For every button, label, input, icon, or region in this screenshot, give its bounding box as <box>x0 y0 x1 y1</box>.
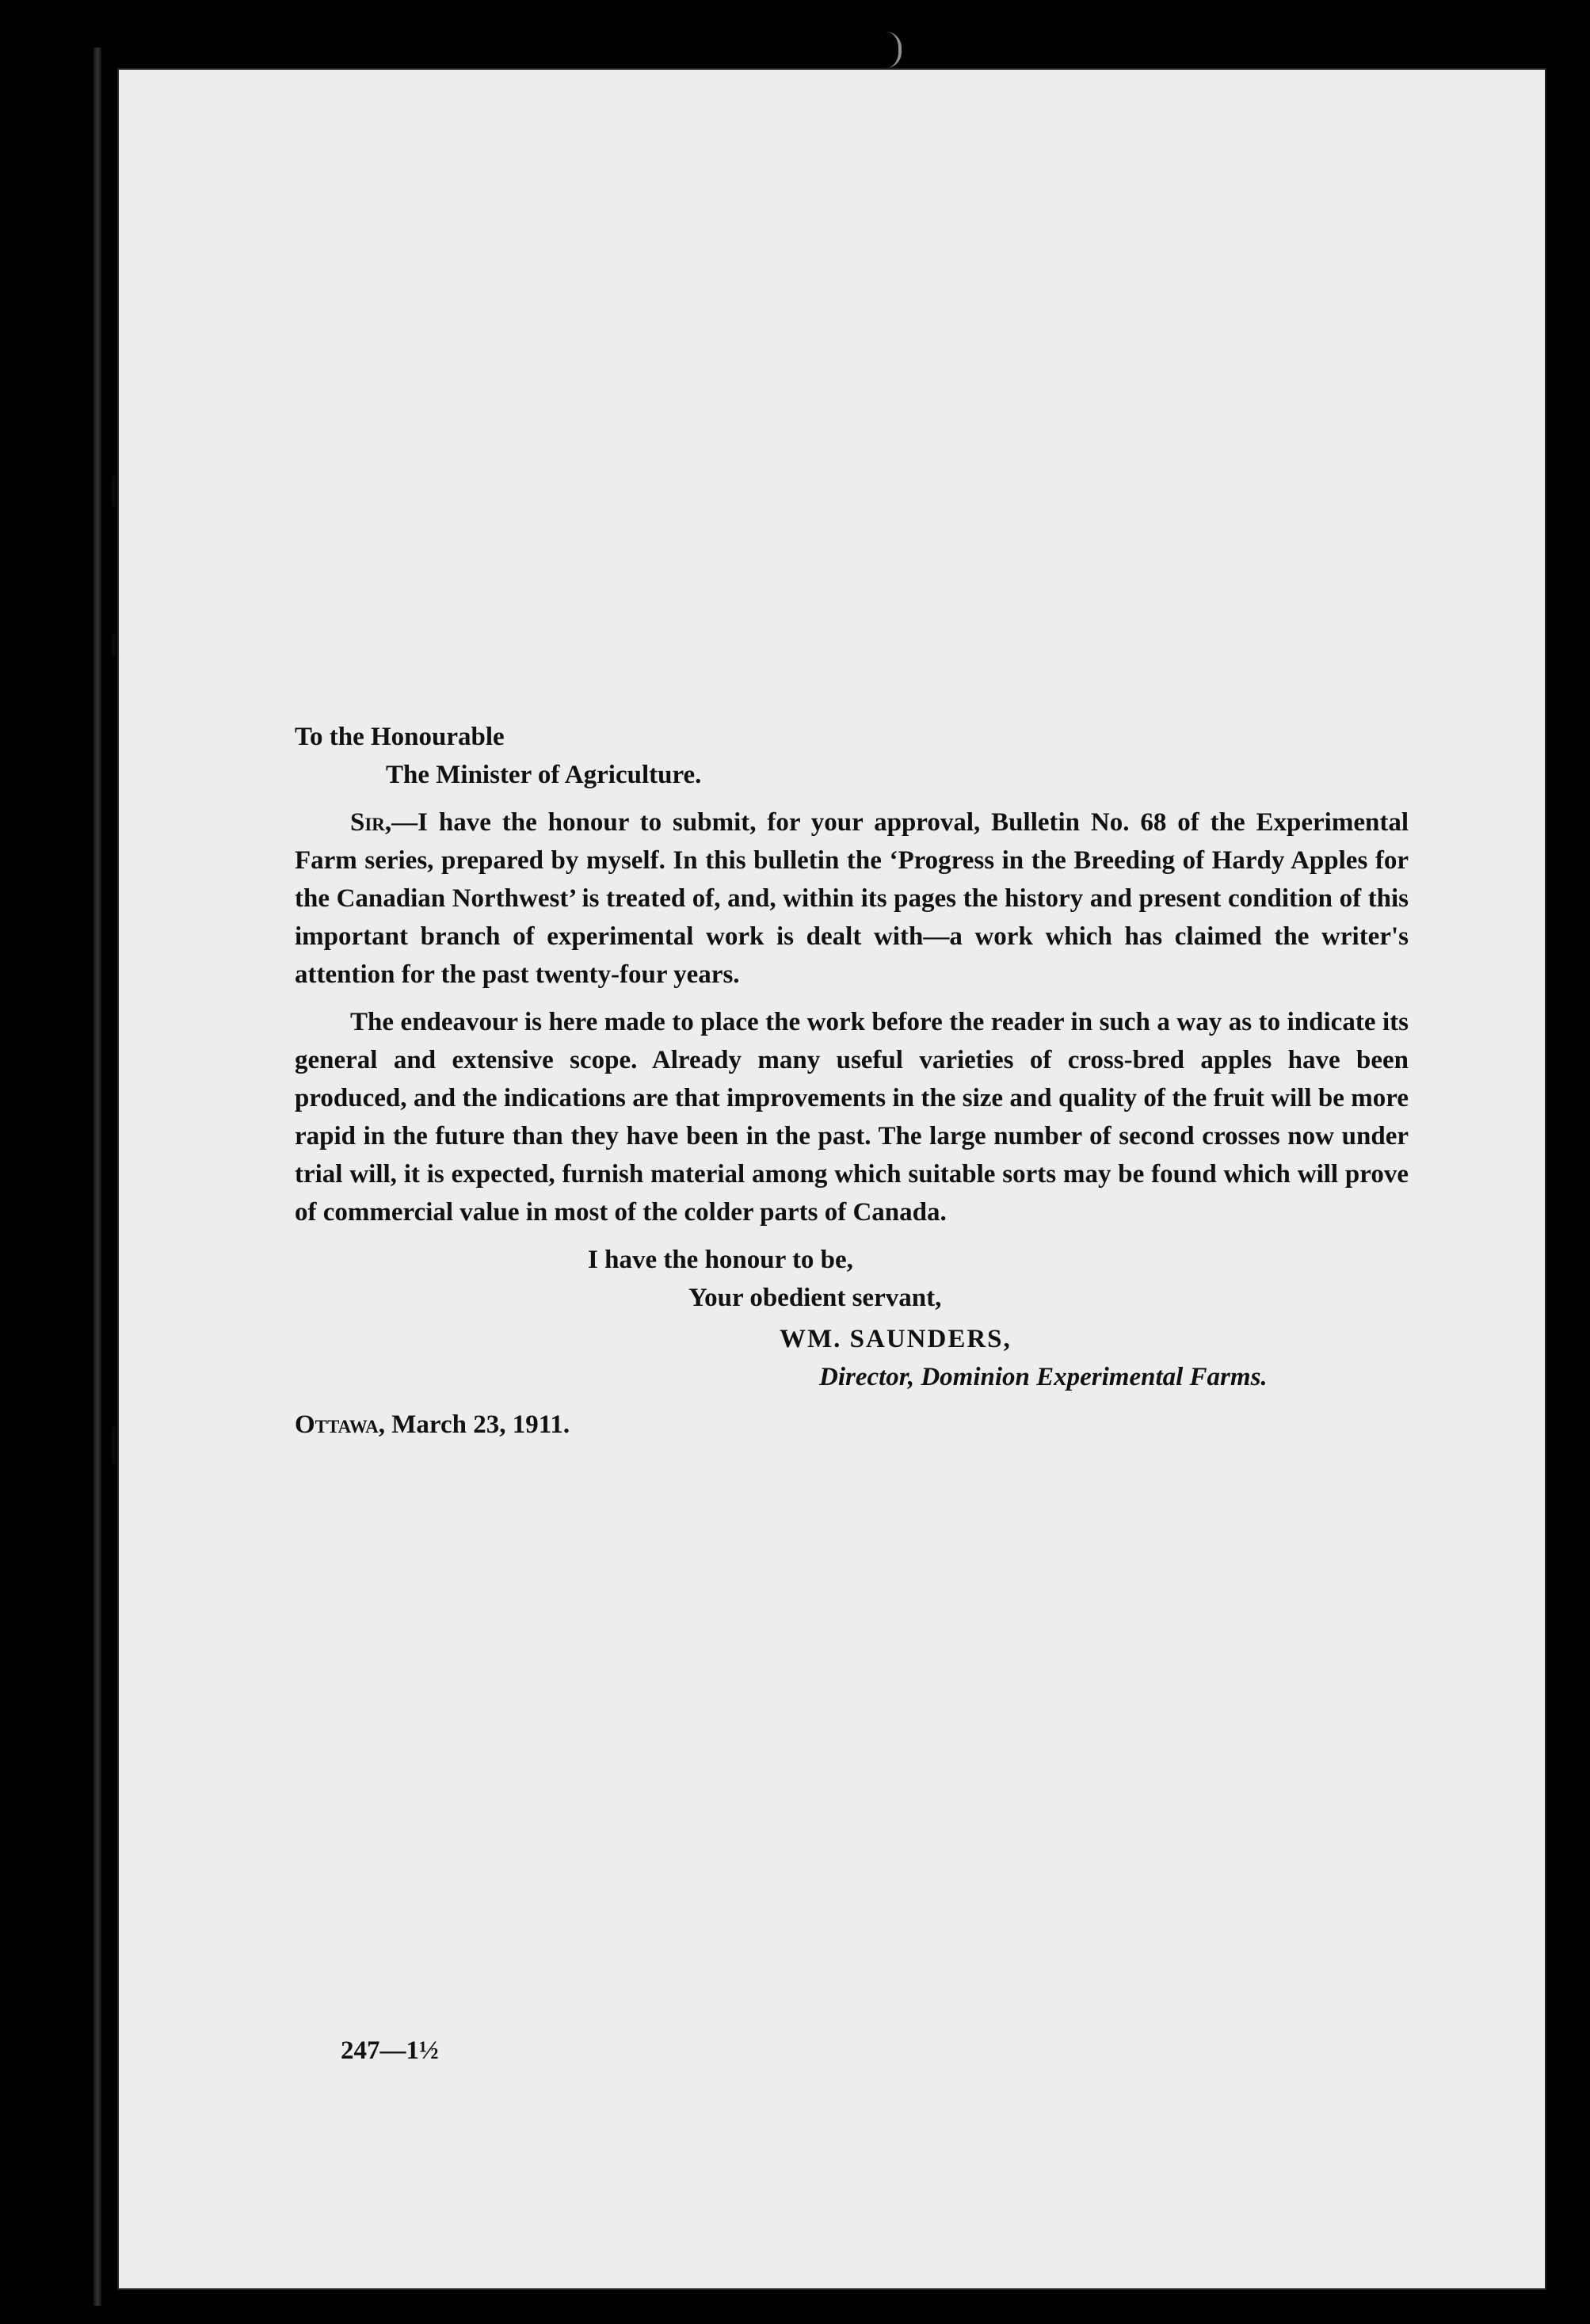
dateline <box>295 1406 1409 1444</box>
paragraph-1-text: ,—I have the honour to submit, for your approval, Bulletin No. 68 of the Experimental Farm series, prepared by myself. In this bulletin the ‘Progress in the Breeding of Hardy Apples for the Canadian Northwest’ is treated of, and, within its pages the history and present condition of this important branch of experimental work is dealt with—a work which has claimed the writer's attention for the past twenty-four years. <box>295 808 1409 989</box>
page-folio: 247—1½ <box>341 2036 439 2065</box>
paragraph-1 <box>295 803 1409 994</box>
signature-name: WM. SAUNDERS, <box>780 1325 1012 1353</box>
closing-line-2: Your obedient servant, <box>688 1284 942 1312</box>
closing-line-1: I have the honour to be, <box>588 1246 853 1274</box>
gutter-mark <box>112 634 116 656</box>
paragraph-2: The endeavour is here made to place the work before the reader in such a way as to indicate its general and extensive scope. Already many useful varieties of cross-bred apples have been produced, and the indications are that improvements in the size and quality of the fruit will be more rapid in the future than they have been in the past. The large number of second crosses now under trial will, it is expected, furnish material among which suitable sorts may be found which will prove of commercial value in most of the colder parts of Canada. <box>295 1008 1409 1227</box>
sir-salutation: Sir <box>350 808 385 837</box>
signature-title: Director, Dominion Experimental Farms. <box>819 1363 1268 1391</box>
scan-artifact <box>886 32 902 68</box>
gutter-mark <box>112 1426 116 1464</box>
gutter-mark <box>112 475 116 507</box>
letter-body <box>295 718 1409 1444</box>
addressee-line-2: The Minister of Agriculture. <box>386 761 702 789</box>
dateline-place: Ottawa <box>295 1410 379 1439</box>
dateline-date: , March 23, 1911. <box>378 1410 570 1439</box>
book-spine-gutter <box>93 48 101 2306</box>
addressee-line-1: To the Honourable <box>295 723 505 751</box>
